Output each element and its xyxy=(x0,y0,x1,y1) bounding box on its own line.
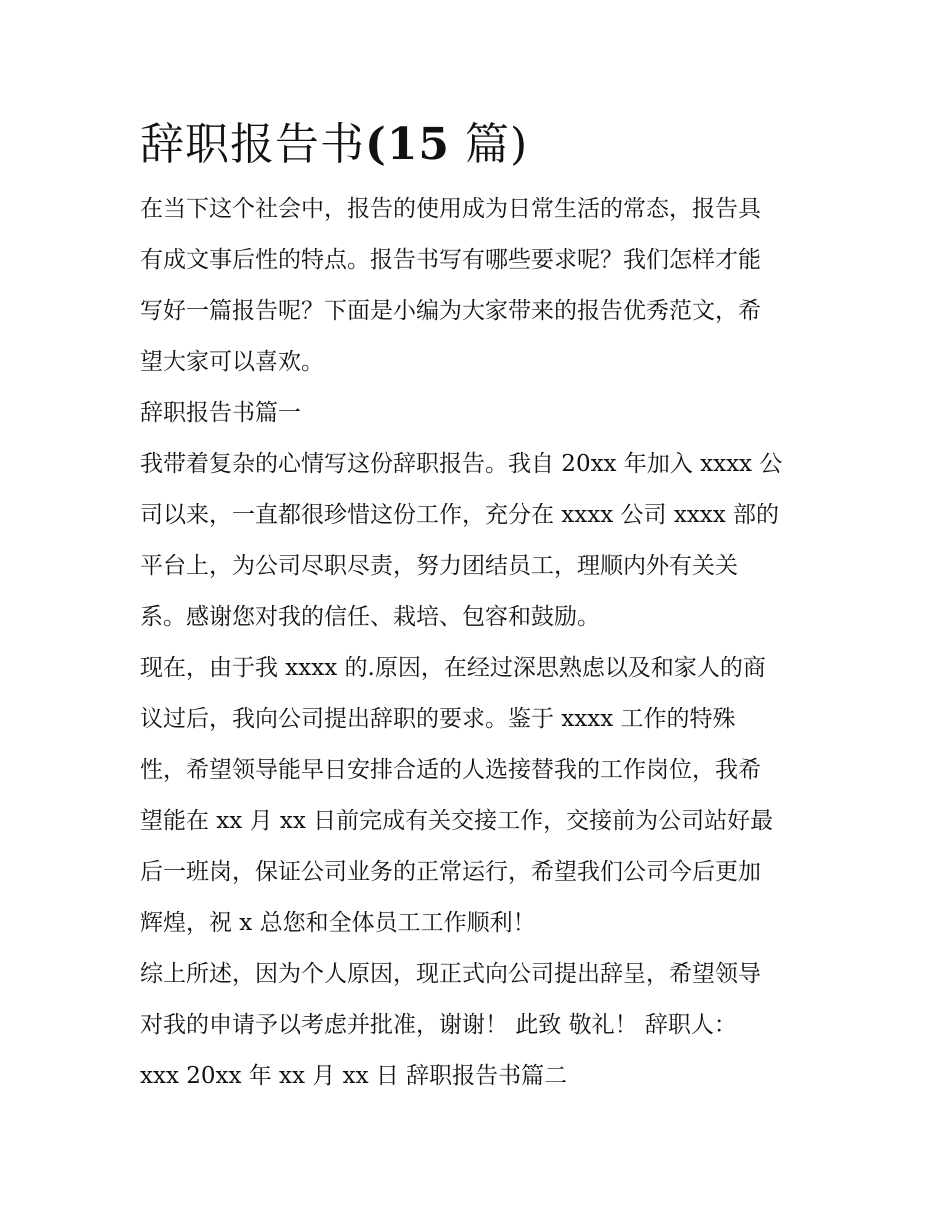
body-paragraph-2 xyxy=(140,643,815,949)
body-paragraph-3 xyxy=(140,949,815,1102)
text-line: 司以来，一直都很珍惜这份工作，充分在 xxxx 公司 xxxx 部的 xyxy=(140,502,780,528)
text-line: xxx 20xx 年 xx 月 xx 日 辞职报告书篇二 xyxy=(140,1063,568,1089)
text-line: 现在，由于我 xxxx 的.原因，在经过深思熟虑以及和家人的商 xyxy=(140,655,766,681)
title-count: (15 xyxy=(365,119,451,170)
text-line: 有成文事后性的特点。报告书写有哪些要求呢？我们怎样才能 xyxy=(140,247,761,273)
text-line: 后一班岗，保证公司业务的正常运行，希望我们公司今后更加 xyxy=(140,859,761,885)
text-line: 议过后，我向公司提出辞职的要求。鉴于 xxxx 工作的特殊 xyxy=(140,706,736,732)
title-suffix: 篇) xyxy=(450,119,529,170)
text-line: 我带着复杂的心情写这份辞职报告。我自 20xx 年加入 xxxx 公 xyxy=(140,451,783,477)
body-paragraph-1 xyxy=(140,439,815,643)
section-heading-1 xyxy=(140,388,815,439)
text-line: 平台上，为公司尽职尽责，努力团结员工，理顺内外有关关 xyxy=(140,553,738,579)
text-line: 综上所述，因为个人原因，现正式向公司提出辞呈，希望领导 xyxy=(140,961,761,987)
text-line: 系。感谢您对我的信任、栽培、包容和鼓励。 xyxy=(140,604,600,630)
text-line: 写好一篇报告呢？下面是小编为大家带来的报告优秀范文，希 xyxy=(140,298,761,324)
text-line: 望大家可以喜欢。 xyxy=(140,349,324,375)
section-heading-text: 辞职报告书篇一 xyxy=(140,400,301,426)
page-title xyxy=(140,112,815,178)
text-line: 性，希望领导能早日安排合适的人选接替我的工作岗位，我希 xyxy=(140,757,761,783)
text-line: 在当下这个社会中，报告的使用成为日常生活的常态，报告具 xyxy=(140,196,761,222)
title-main: 辞职报告书 xyxy=(140,119,365,170)
text-line: 望能在 xx 月 xx 日前完成有关交接工作，交接前为公司站好最 xyxy=(140,808,774,834)
text-line: 辉煌，祝 x 总您和全体员工工作顺利！ xyxy=(140,910,536,936)
text-line: 对我的申请予以考虑并批准，谢谢！ 此致 敬礼！ 辞职人： xyxy=(140,1012,737,1038)
document-body xyxy=(140,112,815,1102)
intro-paragraph xyxy=(140,184,815,388)
